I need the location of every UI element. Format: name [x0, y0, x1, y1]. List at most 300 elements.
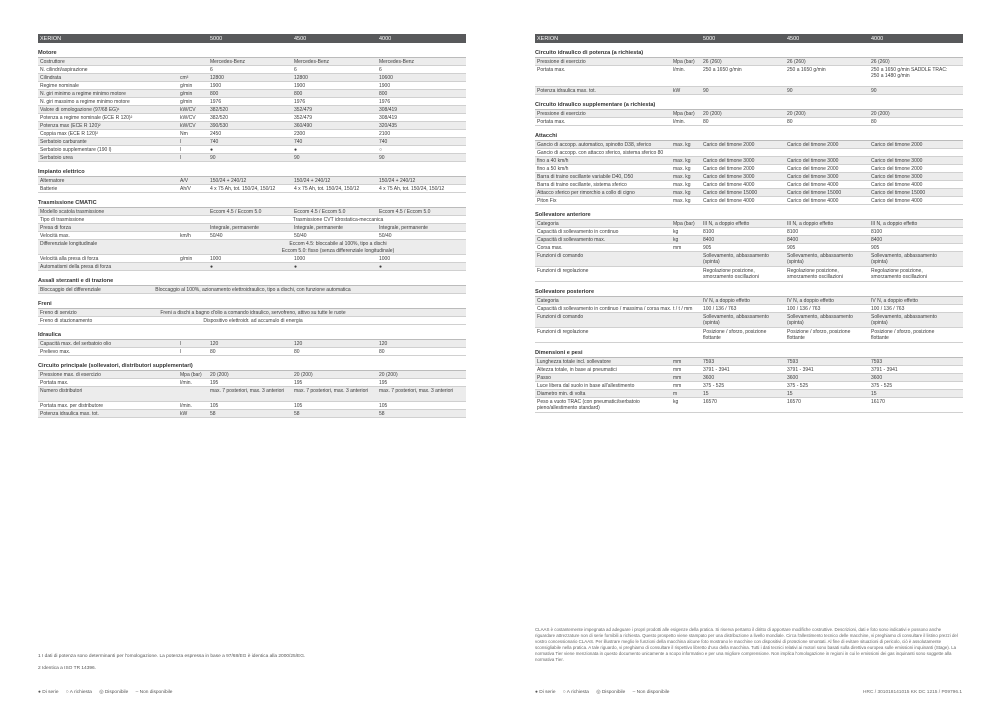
row-label: fino a 50 km/h	[537, 166, 569, 172]
table-row	[535, 181, 963, 189]
row-label: N. cilindri/aspirazione	[40, 67, 88, 73]
row-value-c2: 3600	[787, 375, 799, 381]
row-unit: kg	[673, 399, 679, 405]
row-value-c1: ●	[210, 264, 214, 270]
row-value-c3: 1900	[379, 83, 391, 89]
row-value-c3: 1976	[379, 99, 391, 105]
row-label: Pressione di esercizio	[537, 111, 586, 117]
row-value-c2: 375 - 525	[787, 383, 809, 389]
row-value-c2: 1900	[294, 83, 306, 89]
row-value-c2: 905	[787, 245, 796, 251]
row-unit: g/min	[180, 91, 193, 97]
table-row	[535, 110, 963, 118]
row-value-c3: IV N, a doppio effetto	[871, 298, 918, 304]
row-label: Potenza a regime nominale (ECE R 120)²	[40, 115, 133, 121]
row-value-span: Eccom 5.0: fisso (senza differenziale longitudinale)	[281, 248, 395, 254]
row-value-c2: Carico del timone 3000	[787, 158, 839, 164]
table-row	[38, 114, 466, 122]
row-value-c2: 800	[294, 91, 303, 97]
row-value-c2: Mercedes-Benz	[294, 59, 330, 65]
table-row	[38, 387, 466, 402]
legend-item: ○ A richiesta	[562, 690, 589, 695]
table-row	[535, 328, 963, 343]
row-value-c1: 2450	[210, 131, 222, 137]
row-unit: l	[180, 147, 182, 153]
row-value-c3: 26 (260)	[871, 59, 890, 65]
legend-item: ◎ Disponibile	[596, 690, 626, 695]
header-label: XERION	[537, 35, 559, 42]
section-title: Circuito principale (sollevatori, distributori supplementari)	[38, 360, 466, 371]
row-unit: g/min	[180, 99, 193, 105]
table-row	[38, 255, 466, 263]
row-value-c1: 1900	[210, 83, 222, 89]
row-value-c3: 3791 - 3941	[871, 367, 898, 373]
row-value-c2: 352/479	[294, 107, 313, 113]
row-value-c3: Carico del timone 3000	[871, 158, 923, 164]
row-value-c3: Eccom 4.5 / Eccom 5.0	[379, 209, 431, 215]
section-title: Idraulica	[38, 329, 466, 340]
row-value-c1: 50/40	[210, 233, 223, 239]
header-c1: 5000	[703, 35, 716, 42]
row-unit: l/min.	[180, 403, 192, 409]
table-row	[535, 267, 963, 282]
row-value-c3: 2100	[379, 131, 391, 137]
section-title: Circuito idraulico supplementare (a richiesta)	[535, 99, 963, 110]
row-label: Tipo di trasmissione	[40, 217, 85, 223]
row-label: Presa di forza	[40, 225, 71, 231]
row-label: Alternatore	[40, 178, 65, 184]
row-value-c1: 390/530	[210, 123, 229, 129]
table-row	[535, 228, 963, 236]
row-value-c3: 195	[379, 380, 388, 386]
footnote-1: 1 I dati di potenza sono determinanti per l'omologazione. La potenza espressa in base a 97/68/EG è identica alla 2000/25/EG.	[38, 654, 306, 659]
row-label: Portata max.	[40, 380, 69, 386]
row-label: Potenza idraulica max. tot.	[40, 411, 99, 417]
row-unit: Mpa (bar)	[673, 221, 695, 227]
table-row	[38, 348, 466, 356]
row-value-c2: 12800	[294, 75, 308, 81]
row-value-c3: 90	[379, 155, 385, 161]
table-row	[38, 309, 466, 317]
row-value-c3: 800	[379, 91, 388, 97]
table-row	[38, 74, 466, 82]
row-value-c1: 58	[210, 411, 216, 417]
row-label: Bloccaggio del differenziale	[40, 287, 101, 293]
row-value-c1: Sollevamento, abbassamento (spinta)	[703, 253, 769, 266]
row-label: Automatismi della presa di forza	[40, 264, 112, 270]
row-value-c2: 4 x 75 Ah, tot. 150/24, 150/12	[294, 186, 360, 192]
section-title: Trasmissione CMATIC	[38, 197, 466, 208]
row-value-c1: 120	[210, 341, 219, 347]
row-value-c3: Mercedes-Benz	[379, 59, 415, 65]
row-value-c1: 90	[703, 88, 709, 94]
row-label: Barra di traino oscillante variabile D40, D50	[537, 174, 634, 180]
page-reference: HRC / 301018141015 KK DC 1215 / P09796.1	[863, 690, 962, 695]
row-value-c2: 20 (200)	[294, 372, 313, 378]
row-value-c1: 3600	[703, 375, 715, 381]
row-value-c2: 26 (260)	[787, 59, 806, 65]
footnote-2: 2 Identica a ISO TR 14396.	[38, 666, 97, 671]
row-value-c2: 3791 - 3941	[787, 367, 814, 373]
row-value-c3: 80	[871, 119, 877, 125]
row-label: N. giri massimo a regime minimo motore	[40, 99, 130, 105]
row-label: Diametro min. di volta	[537, 391, 586, 397]
table-row	[38, 208, 466, 216]
row-value-c1: 150/24 + 240/12	[210, 178, 247, 184]
table-row	[535, 398, 963, 413]
row-value-c1: 26 (260)	[703, 59, 722, 65]
row-label: Funzioni di comando	[537, 253, 584, 259]
row-value-c3: 7593	[871, 359, 883, 365]
row-unit: Mpa (bar)	[180, 372, 202, 378]
row-value-c1: Carico del timone 3000	[703, 174, 755, 180]
row-label: Potenza max (ECE R 120)²	[40, 123, 101, 129]
row-value-c1: Carico del timone 2000	[703, 142, 755, 148]
table-row	[38, 379, 466, 387]
row-label: Piton Fix	[537, 198, 557, 204]
table-row	[38, 410, 466, 418]
row-unit: m	[673, 391, 678, 397]
row-value-c3: 8100	[871, 229, 883, 235]
table-row	[38, 130, 466, 138]
row-value-c2: ●	[294, 147, 298, 153]
row-value-c2: 1976	[294, 99, 306, 105]
row-value-c3: 308/419	[379, 107, 398, 113]
row-label: Categoria	[537, 298, 559, 304]
legend-right	[535, 690, 675, 695]
row-value-c2: Carico del timone 4000	[787, 198, 839, 204]
row-value-c1: Regolazione posizione, smorzamento oscillazioni	[703, 268, 759, 281]
row-label: Modello scatola trasmissione	[40, 209, 105, 215]
row-value-c3: 8400	[871, 237, 883, 243]
row-value-c3: Sollevamento, abbassamento (spinta)	[871, 253, 937, 266]
row-unit: l/min.	[180, 380, 192, 386]
row-label: Luce libera dal suolo in base all'allestimento	[537, 383, 635, 389]
row-value-c1: 20 (200)	[210, 372, 229, 378]
row-value-c1: 8100	[703, 229, 715, 235]
row-label: Serbatoio urea	[40, 155, 73, 161]
row-value-c1: III N, a doppio effetto	[703, 221, 750, 227]
row-value-c3: Carico del timone 4000	[871, 182, 923, 188]
row-value-c2: 90	[294, 155, 300, 161]
row-value-c1: 105	[210, 403, 219, 409]
row-label: Valore di omologazione (97/68 EG)¹	[40, 107, 120, 113]
row-value-c2: 2300	[294, 131, 306, 137]
row-value-c3: 740	[379, 139, 388, 145]
section-title: Assali sterzanti e di trazione	[38, 275, 466, 286]
row-unit: max. kg	[673, 166, 691, 172]
table-row	[535, 297, 963, 305]
row-unit: l	[180, 341, 182, 347]
row-value-c1: Carico del timone 4000	[703, 182, 755, 188]
row-label: Costruttore	[40, 59, 65, 65]
row-value-span: Eccom 4.5: bloccabile al 100%, tipo a dischi	[289, 241, 387, 247]
table-row	[38, 185, 466, 193]
row-value-span: Trasmissione CVT idrostatica-meccanica	[292, 217, 384, 223]
row-value-c2: 20 (200)	[787, 111, 806, 117]
row-label: Funzioni di regolazione	[537, 268, 589, 274]
row-value-c3: Carico del timone 3000	[871, 174, 923, 180]
table-row	[535, 313, 963, 328]
legend-item: ○ A richiesta	[65, 690, 92, 695]
row-value-c1: Carico del timone 2000	[703, 166, 755, 172]
table-row	[535, 141, 963, 149]
table-row	[38, 263, 466, 271]
row-value-c1: 905	[703, 245, 712, 251]
table-row	[38, 66, 466, 74]
row-label: Capacità di sollevamento in continuo	[537, 229, 619, 235]
row-value-c2: Posizione / sforzo, posizione flottante	[787, 329, 851, 342]
row-value-c1: 90	[210, 155, 216, 161]
row-unit: max. kg	[673, 174, 691, 180]
row-value-full: Dispositivo elettroidr. ad accumulo di energia	[203, 318, 303, 324]
row-value-c2: Carico del timone 4000	[787, 182, 839, 188]
row-value-c1: 1976	[210, 99, 222, 105]
table-row	[535, 366, 963, 374]
row-label: Capacità di sollevamento in continuo / massima / corsa max.	[537, 306, 672, 312]
row-value-c3: 100 / 136 / 763	[871, 306, 905, 312]
table-row	[38, 154, 466, 162]
table-row	[535, 382, 963, 390]
row-value-c3: Carico del timone 15000	[871, 190, 926, 196]
row-value-c3: 15	[871, 391, 877, 397]
row-unit: kW	[673, 88, 681, 94]
section-title: Sollevatore posteriore	[535, 286, 963, 297]
table-row	[38, 82, 466, 90]
table-row	[535, 236, 963, 244]
row-value-c3: ○	[379, 147, 383, 153]
row-unit: Mpa (bar)	[673, 59, 695, 65]
row-value-c3: 250 a 1650 g/min SADDLE TRAC: 250 a 1480 g/min	[871, 67, 948, 80]
row-value-c3: Carico del timone 2000	[871, 142, 923, 148]
table-row	[38, 340, 466, 348]
table-row	[535, 252, 963, 267]
table-row	[38, 286, 466, 294]
row-value-c3: Carico del timone 4000	[871, 198, 923, 204]
table-row	[535, 165, 963, 173]
table-row	[38, 232, 466, 240]
row-value-c2: 150/24 + 240/12	[294, 178, 331, 184]
table-row	[535, 66, 963, 87]
row-value-c2: Carico del timone 3000	[787, 174, 839, 180]
row-unit: max. kg	[673, 158, 691, 164]
legend-item: ● Di serie	[38, 690, 59, 695]
row-value-c3: 80	[379, 349, 385, 355]
row-value-c3: 308/419	[379, 115, 398, 121]
row-value-c2: 100 / 136 / 763	[787, 306, 821, 312]
row-value-c3: 120	[379, 341, 388, 347]
row-label: Velocità alla presa di forza	[40, 256, 99, 262]
section-title: Dimensioni e pesi	[535, 347, 963, 358]
row-value-c3: 105	[379, 403, 388, 409]
row-label: Pressione di esercizio	[537, 59, 586, 65]
row-value-c3: 90	[871, 88, 877, 94]
row-label: Regime nominale	[40, 83, 79, 89]
row-value-c2: 250 a 1650 g/min	[787, 67, 826, 73]
row-label: Altezza totale, in base ai pneumatici	[537, 367, 617, 373]
row-value-c1: 100 / 136 / 763	[703, 306, 737, 312]
row-unit: kg	[673, 237, 679, 243]
row-unit: A/V	[180, 178, 189, 184]
row-value-c1: 375 - 525	[703, 383, 725, 389]
legend-item: – Non disponibile	[632, 690, 670, 695]
table-row	[38, 224, 466, 232]
row-label: Gancio di accopp. automatico, spinotto D38, sferico	[537, 142, 652, 148]
row-value-c2: IV N, a doppio effetto	[787, 298, 834, 304]
row-value-c2: Carico del timone 2000	[787, 166, 839, 172]
header-c1: 5000	[210, 35, 223, 42]
row-label: Freno di servizio	[40, 310, 77, 316]
row-value-full: Bloccaggio al 100%, azionamento elettroidraulico, tipo a dischi, con funzione automatica	[155, 287, 351, 293]
row-value-c1: Carico del timone 15000	[703, 190, 758, 196]
row-value-c2: 105	[294, 403, 303, 409]
row-value-c2: 15	[787, 391, 793, 397]
row-value-c1: Mercedes-Benz	[210, 59, 246, 65]
row-value-c2: 8100	[787, 229, 799, 235]
row-value-c1: 20 (200)	[703, 111, 722, 117]
row-label: Potenza idraulica max. tot.	[537, 88, 596, 94]
table-row	[38, 122, 466, 130]
row-value-c3: 905	[871, 245, 880, 251]
section-title: Sollevatore anteriore	[535, 209, 963, 220]
row-unit: l	[180, 349, 182, 355]
row-value-c3: Integrale, permanente	[379, 225, 428, 231]
left-page	[38, 34, 466, 418]
row-unit: max. kg	[673, 182, 691, 188]
row-value-c3: 58	[379, 411, 385, 417]
row-value-c2: 58	[294, 411, 300, 417]
header-c3: 4000	[871, 35, 884, 42]
row-value-c2: ●	[294, 264, 298, 270]
row-value-c1: Carico del timone 3000	[703, 158, 755, 164]
row-value-c3: 20 (200)	[379, 372, 398, 378]
row-label: Prelievo max.	[40, 349, 71, 355]
row-unit: mm	[673, 245, 682, 251]
legend-left	[38, 690, 178, 695]
row-unit: g/min	[180, 83, 193, 89]
legend-item: ● Di serie	[535, 690, 556, 695]
row-label: Portata max.	[537, 119, 566, 125]
row-unit: Mpa (bar)	[673, 111, 695, 117]
row-value-c2: 1000	[294, 256, 306, 262]
table-row	[535, 244, 963, 252]
row-value-c3: 50/40	[379, 233, 392, 239]
row-value-c2: 90	[787, 88, 793, 94]
row-value-c2: max. 7 posteriori, max. 3 anteriori	[294, 388, 369, 394]
row-label: Portata max.	[537, 67, 566, 73]
table-row	[535, 305, 963, 313]
row-label: Funzioni di regolazione	[537, 329, 589, 335]
disclaimer: CLAAS è costantemente impegnata ad adeguare i propri prodotti alle esigenze della pratica. Si riserva pertanto il diritto di apportare modifiche costruttive. Descrizioni, dati e foto sono indicativi e possono anche riguardare attrezzature non di serie fornibili a richiesta. Questo prospetto viene stampato per una distribuzione a livello mondiale. Circa l'allestimento tecnico delle macchine, vi preghiamo di consultare il listino prezzi del vostro concessionario CLAAS. Per illustrare meglio le funzioni della macchina alcune foto mostrano le macchine con dispositivi di protezione smontati. Al fine di evitare situazioni di pericolo, ciò è assolutamente sconsigliabile nella pratica. A tale riguardo, vi preghiamo di consultare il rispettivo libretto d'uso della macchina. Tutti i dati tecnici relativi ai motori sono basati sulla direttiva europea sulle emissioni inquinanti (Stage). La normativa Tier viene menzionata in questo documento unicamente a scopo informativo e per una migliore comprensione. Non implica l'omologazione in regioni in cui le emissioni dei gas inquinanti sono soggette alla normativa Tier.	[535, 627, 958, 662]
row-label: Portata max. per distributore	[40, 403, 104, 409]
row-value-c1: 740	[210, 139, 219, 145]
table-row	[535, 87, 963, 95]
row-value-c1: 8400	[703, 237, 715, 243]
row-value-c2: Sollevamento, abbassamento (spinta)	[787, 314, 853, 327]
header-c2: 4500	[294, 35, 307, 42]
row-label: Cilindrata	[40, 75, 62, 81]
table-row	[535, 58, 963, 66]
row-label: Freno di stazionamento	[40, 318, 93, 324]
row-unit: km/h	[180, 233, 191, 239]
row-value-c3: max. 7 posteriori, max. 3 anteriori	[379, 388, 454, 394]
row-value-c2: 7593	[787, 359, 799, 365]
row-value-c2: Integrale, permanente	[294, 225, 343, 231]
row-unit: g/min	[180, 256, 193, 262]
row-value-c3: ●	[379, 264, 383, 270]
row-value-c2: Regolazione posizione, smorzamento oscillazioni	[787, 268, 843, 281]
row-unit: mm	[673, 367, 682, 373]
row-value-c3: 16170	[871, 399, 885, 405]
section-title: Freni	[38, 298, 466, 309]
row-label: Capacità max. del serbatoio olio	[40, 341, 112, 347]
row-value-c1: 250 a 1650 g/min	[703, 67, 742, 73]
row-value-c3: 320/435	[379, 123, 398, 129]
row-label: Corsa max.	[537, 245, 563, 251]
table-row	[535, 149, 963, 157]
row-value-c1: 382/520	[210, 115, 229, 121]
row-value-c2: Carico del timone 2000	[787, 142, 839, 148]
row-value-c2: Carico del timone 15000	[787, 190, 842, 196]
row-value-c3: Carico del timone 2000	[871, 166, 923, 172]
row-value-c1: 195	[210, 380, 219, 386]
row-unit: kW	[180, 411, 188, 417]
row-value-full: Freni a dischi a bagno d'olio a comando idraulico, servofreno, attivo su tutte le ruote	[160, 310, 346, 316]
row-unit: l/min.	[673, 67, 685, 73]
row-label: Lunghezza totale incl. sollevatore	[537, 359, 611, 365]
row-value-c1: 16570	[703, 399, 717, 405]
table-row	[535, 189, 963, 197]
table-row	[38, 371, 466, 379]
row-label: Categoria	[537, 221, 559, 227]
row-value-c2: 195	[294, 380, 303, 386]
row-value-c3: III N, a doppio effetto	[871, 221, 918, 227]
row-value-c2: 740	[294, 139, 303, 145]
row-value-c1: 3791 - 3941	[703, 367, 730, 373]
row-unit: max. kg	[673, 142, 691, 148]
section-title: Motore	[38, 47, 466, 58]
row-value-c1: Integrale, permanente	[210, 225, 259, 231]
row-unit: mm	[673, 359, 682, 365]
row-label: Pressione max. di esercizio	[40, 372, 101, 378]
row-value-c2: 6	[294, 67, 297, 73]
row-value-c1: 1000	[210, 256, 222, 262]
table-row	[38, 98, 466, 106]
row-value-c1: Carico del timone 4000	[703, 198, 755, 204]
row-unit: Ah/V	[180, 186, 191, 192]
table-row	[535, 358, 963, 366]
row-unit: mm	[673, 383, 682, 389]
row-value-c1: Sollevamento, abbassamento (spinta)	[703, 314, 769, 327]
row-value-c2: III N, a doppio effetto	[787, 221, 834, 227]
section-title: Circuito idraulico di potenza (a richiesta)	[535, 47, 963, 58]
row-value-c3: 3600	[871, 375, 883, 381]
row-value-c2: 80	[294, 349, 300, 355]
row-label: fino a 40 km/h	[537, 158, 569, 164]
row-value-c2: 80	[787, 119, 793, 125]
row-label: N. giri minimo a regime minimo motore	[40, 91, 126, 97]
row-value-c1: 4 x 75 Ah, tot. 150/24, 150/12	[210, 186, 276, 192]
table-row	[38, 106, 466, 114]
table-row	[38, 402, 466, 410]
table-row	[38, 146, 466, 154]
row-value-c1: 7593	[703, 359, 715, 365]
table-row	[38, 138, 466, 146]
row-unit: l	[180, 139, 182, 145]
row-label: Serbatoio carburante	[40, 139, 87, 145]
table-row	[38, 240, 466, 255]
header-c3: 4000	[379, 35, 392, 42]
